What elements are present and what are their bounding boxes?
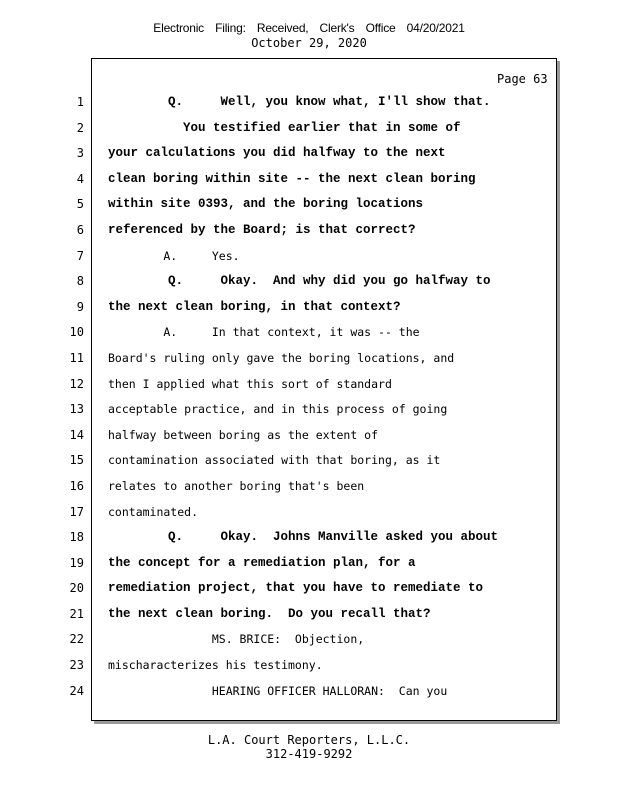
line-number: 10 [69,325,84,340]
transcript-line: Q. Okay. Johns Manville asked you about [108,530,499,545]
deposition-date: October 29, 2020 [251,36,367,50]
line-number: 1 [76,95,84,109]
line-number: 15 [69,453,84,468]
line-number: 6 [76,222,84,237]
transcript-text [108,95,548,709]
transcript-line: clean boring within site -- the next clean boring [108,171,476,186]
transcript-line: Board's ruling only gave the boring locations, and [108,350,455,365]
transcript-line: halfway between boring as the extent of [108,427,379,442]
line-number: 16 [69,478,84,493]
transcript-line: acceptable practice, and in this process of going [108,402,448,417]
transcript-line: contaminated. [108,504,199,519]
transcript-line: within site 0393, and the boring locations [108,197,424,212]
transcript-line: your calculations you did halfway to the next [108,146,446,161]
transcript-line: the next clean boring. Do you recall that? [108,606,431,621]
transcript-line: then I applied what this sort of standard [108,376,392,391]
transcript-line: contamination associated with that boring, as it [108,453,441,468]
transcript-line: A. Yes. [108,248,240,263]
filing-stamp: Electronic Filing: Received, Clerk's Office 04/20/2021 [153,21,465,35]
transcript-line: A. In that context, it was -- the [108,325,420,340]
line-number: 24 [69,683,84,698]
line-number: 21 [69,606,84,621]
transcript-line: relates to another boring that's been [108,478,365,493]
line-number: 11 [69,350,84,365]
line-number: 8 [76,274,84,289]
transcript-line: Q. Well, you know what, I'll show that. [108,95,491,109]
line-number-column [62,95,84,709]
transcript-line: MS. BRICE: Objection, [108,632,365,647]
page-number: Page 63 [497,72,548,86]
line-number: 17 [69,504,84,519]
line-number: 14 [69,427,84,442]
line-number: 22 [69,632,84,647]
transcript-line: Q. Okay. And why did you go halfway to [108,274,491,289]
transcript-line: referenced by the Board; is that correct? [108,222,416,237]
transcript-line: remediation project, that you have to remediate to [108,581,484,596]
transcript-line: You testified earlier that in some of [108,120,461,135]
line-number: 19 [69,555,84,570]
line-number: 18 [69,530,84,545]
transcript-line: the next clean boring, in that context? [108,299,401,314]
line-number: 13 [69,402,84,417]
line-number: 20 [69,581,84,596]
line-number: 4 [76,171,84,186]
line-number: 2 [76,120,84,135]
transcript-line: the concept for a remediation plan, for a [108,555,416,570]
transcript-line: mischaracterizes his testimony. [108,658,323,673]
court-reporter-firm: L.A. Court Reporters, L.L.C. [207,733,411,747]
line-number: 9 [76,299,84,314]
line-number: 3 [76,146,84,161]
court-reporter-phone: 312-419-9292 [265,747,353,761]
line-number: 5 [76,197,84,212]
transcript-line: HEARING OFFICER HALLORAN: Can you [108,683,448,698]
line-number: 7 [76,248,84,263]
line-number: 23 [69,658,84,673]
line-number: 12 [69,376,84,391]
